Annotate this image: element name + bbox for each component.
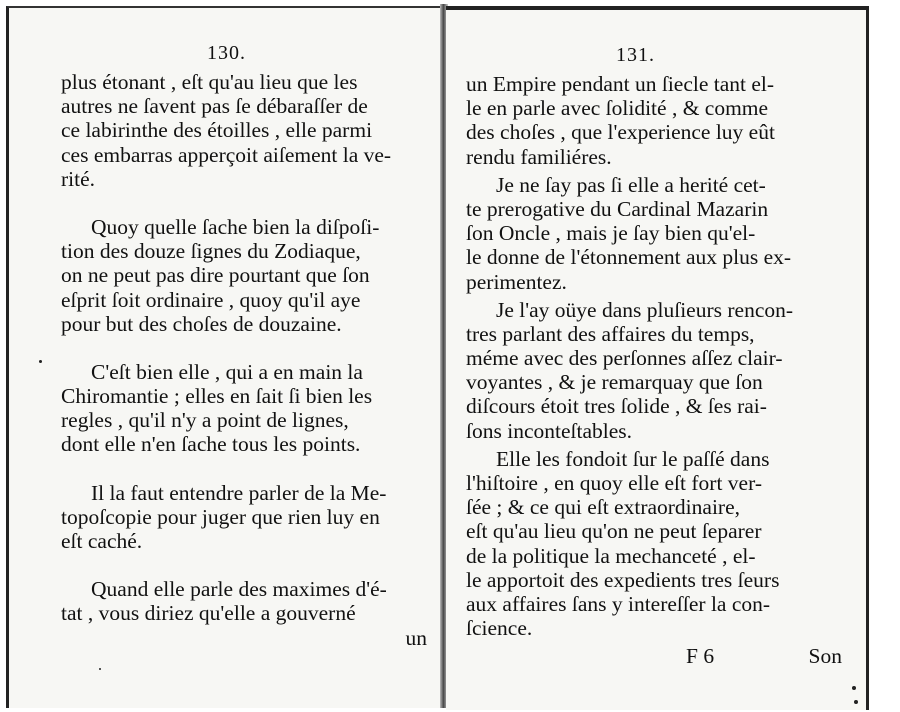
text-line: ce labirinthe des étoilles , elle parmi xyxy=(61,118,373,143)
ink-speck xyxy=(39,360,42,363)
text-line: perimentez. xyxy=(466,269,567,294)
text-line: rendu familiéres. xyxy=(466,144,612,169)
text-line: le en parle avec ſolidité , & comme xyxy=(466,96,769,121)
page-footer xyxy=(466,644,846,668)
text-line: Je ne ſay pas ſi elle a herité cet- xyxy=(496,172,766,197)
text-line: te prerogative du Cardinal Mazarin xyxy=(466,196,769,221)
text-line: des choſes , que l'experience luy eût xyxy=(466,120,775,145)
text-line: Quand elle parle des maximes d'é- xyxy=(91,577,387,602)
text-line: ces embarras apperçoit aiſement la ve- xyxy=(61,142,392,167)
catchword-left: un xyxy=(405,625,427,650)
text-line: ſcience. xyxy=(466,616,533,641)
text-line: méme avec des perſonnes aſſez clair- xyxy=(466,346,783,371)
text-line: tion des douze ſignes du Zodiaque, xyxy=(61,239,361,264)
text-line: ſon Oncle , mais je ſay bien qu'el- xyxy=(466,221,756,246)
text-line: Je l'ay oüye dans pluſieurs rencon- xyxy=(496,297,794,322)
text-line: l'hiſtoire , en quoy elle eſt fort ver- xyxy=(466,471,762,495)
text-line: rité. xyxy=(61,166,96,191)
left-page xyxy=(6,6,445,708)
text-line: pour but des choſes de douzaine. xyxy=(61,311,342,336)
left-page-text xyxy=(61,70,431,650)
text-line: ſons inconteſtables. xyxy=(466,418,632,443)
text-line: voyantes , & je remarquay que ſon xyxy=(466,370,763,395)
text-line: tres parlant des affaires du temps, xyxy=(466,321,755,346)
text-line: dont elle n'en ſache tous les points. xyxy=(61,432,361,457)
text-line: C'eſt bien elle , qui a en main la xyxy=(91,359,363,384)
text-line: un Empire pendant un ſiecle tant el- xyxy=(466,72,775,96)
text-line: on ne peut pas dire pourtant que ſon xyxy=(61,263,370,288)
ink-speck xyxy=(99,668,101,670)
text-line: de la politique la mechanceté , el- xyxy=(466,543,756,568)
text-line: aux affaires ſans y intereſſer la con- xyxy=(466,591,771,616)
text-line: topoſcopie pour juger que rien luy en xyxy=(61,504,380,529)
page-number-left: 130. xyxy=(207,42,246,64)
text-line: le apportoit des expedients tres ſeurs xyxy=(466,567,780,592)
text-line: tat , vous diriez qu'elle a gouverné xyxy=(61,601,356,626)
text-line: Elle les fondoit ſur le paſſé dans xyxy=(496,446,770,471)
text-line: diſcours étoit tres ſolide , & ſes rai- xyxy=(466,394,767,419)
text-line: autres ne ſavent pas ſe débaraſſer de xyxy=(61,94,368,119)
catchword-right: Son xyxy=(808,644,842,669)
text-line: eſprit ſoit ordinaire , quoy qu'il aye xyxy=(61,287,361,312)
text-line: eſt qu'au lieu qu'on ne peut ſeparer xyxy=(466,519,762,544)
ink-speck xyxy=(852,686,856,690)
right-page xyxy=(446,6,869,710)
right-page-text xyxy=(466,72,846,669)
text-line: le donne de l'étonnement aux plus ex- xyxy=(466,245,792,270)
text-line: eſt caché. xyxy=(61,529,143,553)
text-line: ſée ; & ce qui eſt extraordinaire, xyxy=(466,495,740,520)
page-number-right: 131. xyxy=(616,44,655,66)
text-line: Chiromantie ; elles en ſait ſi bien les xyxy=(61,384,373,409)
text-line: regles , qu'il n'y a point de lignes, xyxy=(61,408,349,433)
ink-speck xyxy=(854,700,858,704)
text-line: Quoy quelle ſache bien la diſpoſi- xyxy=(91,214,380,239)
text-line: Il la faut entendre parler de la Me- xyxy=(91,480,387,505)
text-line: plus étonant , eſt qu'au lieu que les xyxy=(61,70,358,94)
signature-mark: F 6 xyxy=(686,644,715,669)
